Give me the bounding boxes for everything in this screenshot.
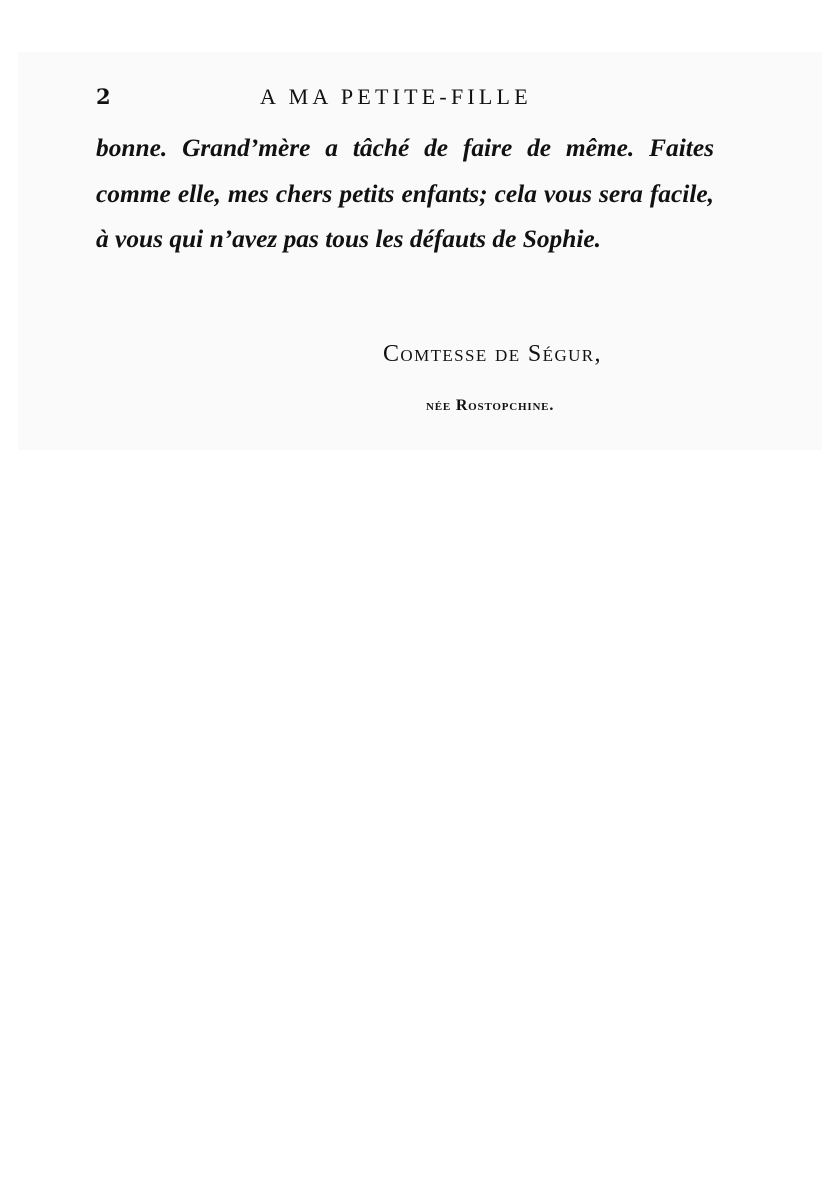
author-maiden-name: née Rostopchine.	[426, 397, 555, 414]
body-paragraph: bonne. Grand’mère a tâché de faire de même. Faites comme elle, mes chers petits enfants; cela vous sera facile, à vous qui n’avez pas tous les défauts de Sophie.	[96, 134, 714, 253]
page-number: 2	[96, 84, 111, 109]
running-title: A MA PETITE-FILLE	[260, 84, 532, 109]
running-head	[96, 82, 712, 114]
author-signature: Comtesse de Ségur,	[383, 341, 602, 367]
